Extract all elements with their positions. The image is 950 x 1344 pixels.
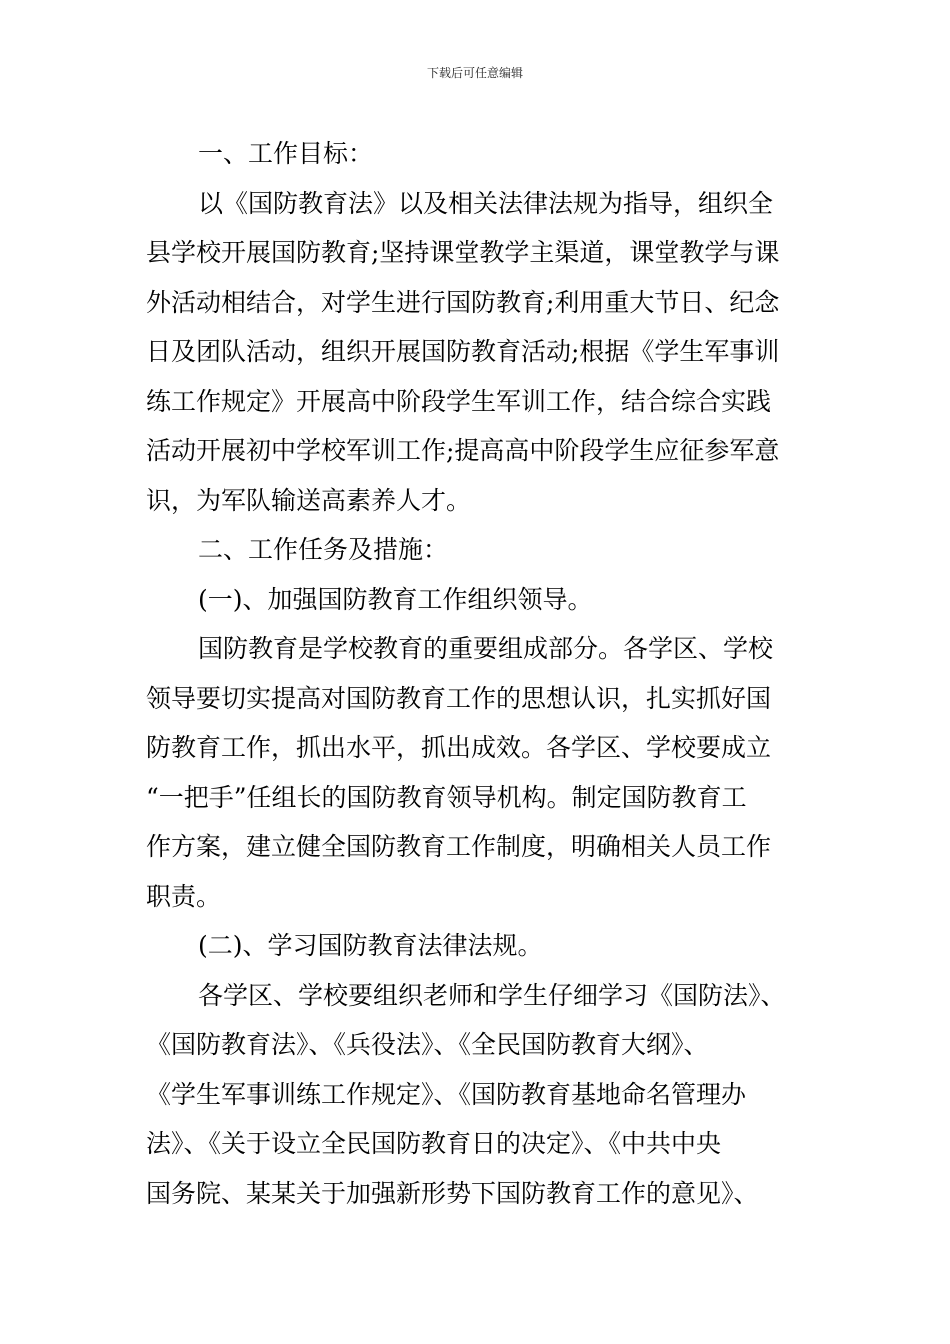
- page-header-note: 下载后可任意编辑: [426, 66, 523, 80]
- paragraph-line: 国防教育是学校教育的重要组成部分。各学区、学校: [198, 634, 774, 663]
- paragraph-line: 以《国防教育法》以及相关法律法规为指导，组织全: [198, 188, 774, 218]
- paragraph-line: 活动开展初中学校军训工作;提高高中阶段学生应征参军意: [146, 436, 780, 465]
- document-body: [146, 129, 806, 1218]
- paragraph-line: 作方案，建立健全国防教育工作制度，明确相关人员工作: [146, 832, 772, 861]
- paragraph-line: 日及团队活动，组织开展国防教育活动;根据《学生军事训: [146, 337, 780, 366]
- paragraph-line: 法》、《关于设立全民国防教育日的决定》、《中共中央: [146, 1129, 722, 1158]
- section-heading-goals: 一、工作目标：: [198, 139, 374, 168]
- paragraph-line: “一把手”任组长的国防教育领导机构。制定国防教育工: [146, 782, 747, 812]
- section-heading-tasks: 二、工作任务及措施：: [198, 535, 449, 564]
- paragraph-line: 职责。: [146, 881, 222, 911]
- paragraph-line: 国务院、某某关于加强新形势下国防教育工作的意见》、: [146, 1178, 759, 1208]
- subsection-heading-1: (一)、加强国防教育工作组织领导。: [198, 584, 593, 614]
- subsection-heading-2: (二)、学习国防教育法律法规。: [198, 931, 543, 960]
- paragraph-line: 练工作规定》开展高中阶段学生军训工作，结合综合实践: [146, 386, 772, 416]
- paragraph-line: 各学区、学校要组织老师和学生仔细学习《国防法》、: [198, 980, 786, 1010]
- paragraph-line: 县学校开展国防教育;坚持课堂教学主渠道，课堂教学与课: [146, 238, 780, 267]
- paragraph-line: 领导要切实提高对国防教育工作的思想认识，扎实抓好国: [146, 683, 772, 713]
- paragraph-line: 外活动相结合，对学生进行国防教育;利用重大节日、纪念: [146, 287, 780, 317]
- paragraph-line: 《学生军事训练工作规定》、《国防教育基地命名管理办: [146, 1079, 747, 1109]
- paragraph-line: 防教育工作，抓出水平，抓出成效。各学区、学校要成立: [146, 733, 772, 762]
- paragraph-line: 《国防教育法》、《兵役法》、《全民国防教育大纲》、: [146, 1030, 709, 1059]
- paragraph-line: 识，为军队输送高素养人才。: [146, 485, 472, 515]
